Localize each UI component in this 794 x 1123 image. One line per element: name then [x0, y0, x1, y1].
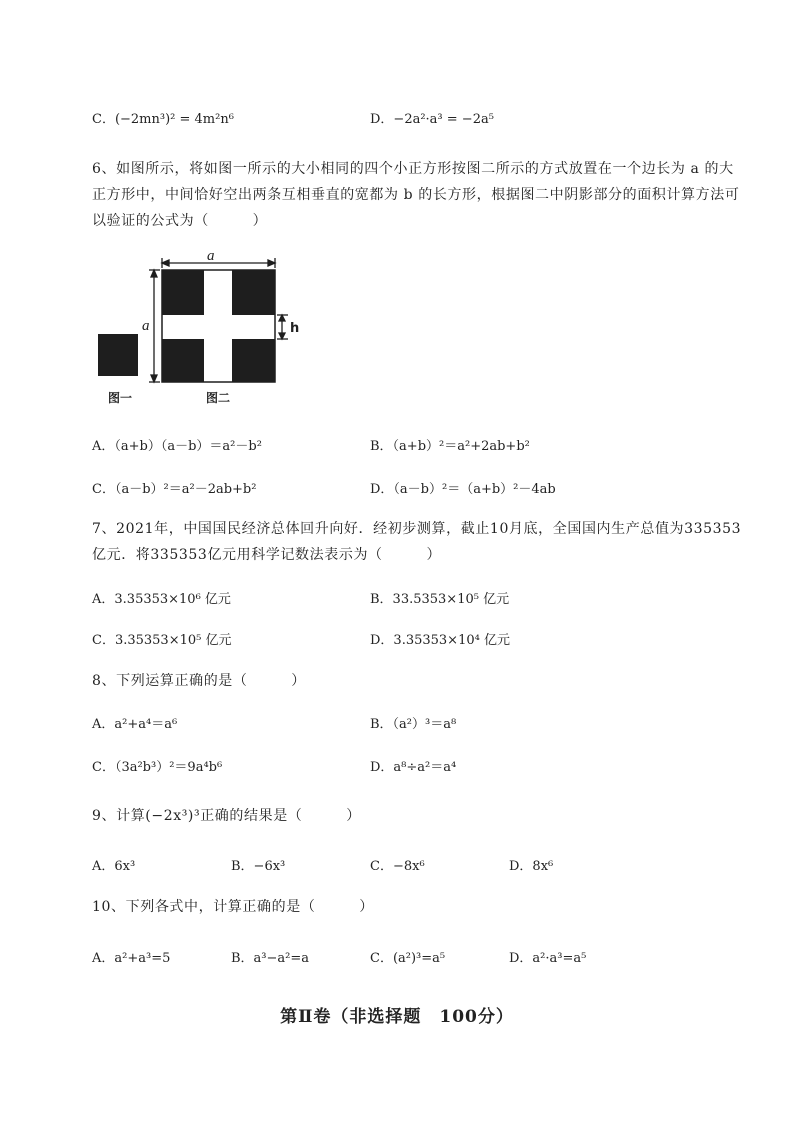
q6-stem-line1: 6、如图所示，将如图一所示的大小相同的四个小正方形按图二所示的方式放置在一个边长为 a 的大 — [92, 161, 734, 177]
figure-two-square — [162, 270, 275, 382]
q6-option-c: C．（a－b）²＝a²－2ab+b² — [92, 482, 257, 497]
figure-top-label: a — [207, 248, 215, 264]
figure-right-label: h — [290, 321, 300, 336]
figure-left-label: a — [142, 318, 150, 334]
q10-option-a: A．a²+a³=5 — [92, 951, 171, 966]
q5-option-d: D．−2a²·a³ = −2a⁵ — [370, 112, 494, 127]
q6-stem-line2: 正方形中，中间恰好空出两条互相垂直的宽都为 b 的长方形，根据图二中阴影部分的面积计算方法可 — [92, 187, 740, 203]
q9-option-c: C．−8x⁶ — [370, 859, 425, 874]
left-dimension-arrow — [149, 270, 160, 382]
q7-option-c: C．3.35353×10⁵ 亿元 — [92, 633, 232, 648]
q7-option-b: B．33.5353×10⁵ 亿元 — [370, 592, 510, 607]
q8-option-b: B．（a²）³＝a⁸ — [370, 717, 457, 732]
figure-one-square — [98, 334, 138, 376]
q10-option-d: D．a²·a³=a⁵ — [509, 951, 587, 966]
q8-stem: 8、下列运算正确的是（ ） — [92, 673, 306, 689]
q6-option-b: B．（a+b）²＝a²+2ab+b² — [370, 439, 530, 454]
q9-option-a: A．6x³ — [92, 859, 136, 874]
q8-option-c: C．（3a²b³）²＝9a⁴b⁶ — [92, 760, 223, 775]
q5-option-c: C．(−2mn³)² = 4m²n⁶ — [92, 112, 234, 127]
q10-option-c: C．(a²)³=a⁵ — [370, 951, 446, 966]
section-title: 第Ⅱ卷（非选择题 100分） — [280, 1007, 514, 1027]
figure-two-caption: 图二 — [206, 391, 231, 405]
q6-stem-line3: 以验证的公式为（ ） — [92, 213, 268, 229]
q10-stem: 10、下列各式中，计算正确的是（ ） — [92, 899, 374, 915]
q7-stem-line1: 7、2021年，中国国民经济总体回升向好．经初步测算，截止10月底，全国国内生产总值为335353 — [92, 521, 742, 537]
q7-option-d: D．3.35353×10⁴ 亿元 — [370, 633, 510, 648]
q6-option-d: D．（a－b）²＝（a+b）²－4ab — [370, 482, 556, 497]
q9-stem: 9、计算(−2x³)³正确的结果是（ ） — [92, 808, 361, 824]
figure-one-caption: 图一 — [108, 391, 133, 405]
q9-option-d: D．8x⁶ — [509, 859, 554, 874]
q8-option-d: D．a⁸÷a²＝a⁴ — [370, 760, 457, 775]
top-dimension-arrow — [162, 258, 275, 268]
q7-option-a: A．3.35353×10⁶ 亿元 — [92, 592, 231, 607]
q10-option-b: B．a³−a²=a — [231, 951, 310, 966]
q8-option-a: A．a²+a⁴＝a⁶ — [92, 717, 178, 732]
q6-option-a: A．（a+b）（a－b）＝a²－b² — [92, 439, 262, 454]
right-dimension-arrow — [277, 315, 288, 339]
q9-option-b: B．−6x³ — [231, 859, 286, 874]
q7-stem-line2: 亿元．将335353亿元用科学记数法表示为（ ） — [92, 547, 442, 563]
q6-figure — [92, 245, 312, 410]
